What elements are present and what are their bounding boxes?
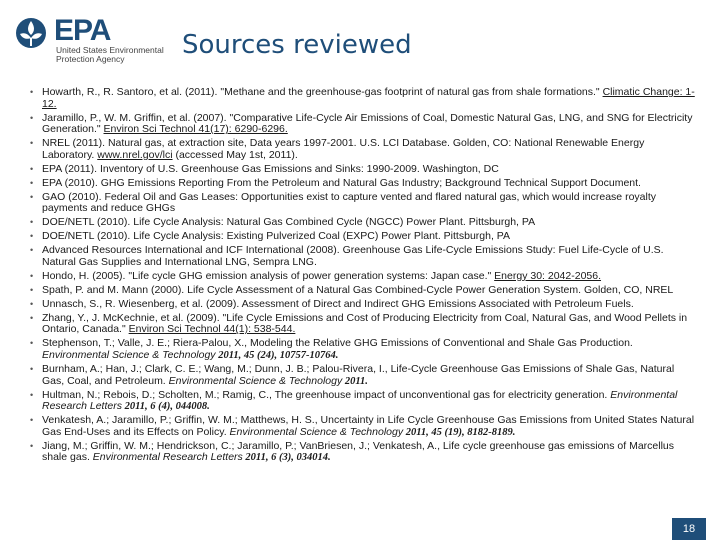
citation-volume: 2011. — [342, 375, 368, 387]
journal-name: Environmental Science & Technology — [229, 425, 404, 438]
reference-text: EPA (2010). GHG Emissions Reporting From the Petroleum and Natural Gas Industry; Background Technical Support Document. — [42, 176, 641, 189]
reference-item — [30, 338, 695, 361]
reference-item — [30, 271, 695, 283]
reference-link[interactable]: Climatic Change: 1-12. — [42, 86, 695, 110]
reference-text: DOE/NETL (2010). Life Cycle Analysis: Natural Gas Combined Cycle (NGCC) Power Plant. Pittsburgh, PA — [42, 216, 536, 229]
reference-link[interactable]: Environ Sci Technol 44(1): 538-544. — [128, 323, 296, 336]
reference-text: NREL (2011). Natural gas, at extraction site, Data years 1997-2001. U.S. LCI Database. Golden, CO: National Renewable Energy Laboratory. — [42, 137, 645, 161]
reference-item — [30, 285, 695, 297]
reference-text: Hondo, H. (2005). "Life cycle GHG emission analysis of power generation systems: Japan case." — [42, 269, 495, 282]
reference-link[interactable]: www.nrel.gov/lci — [97, 148, 173, 161]
reference-text: (accessed May 1st, 2011). — [172, 148, 298, 161]
reference-item — [30, 178, 695, 190]
reference-item — [30, 415, 695, 438]
reference-text: Jiang, M.; Griffin, W. M.; Hendrickson, C.; Jaramillo, P.; VanBriesen, J.; Venkatesh, A., Life cycle greenhouse gas emissions of Marcellus shale gas. — [42, 439, 675, 464]
reference-text: Burnham, A.; Han, J.; Clark, C. E.; Wang, M.; Dunn, J. B.; Palou-Rivera, I., Life-Cycle Greenhouse Gas Emissions of Shale Gas, Natural Gas, Coal, and Petroleum. — [42, 362, 675, 387]
reference-text: DOE/NETL (2010). Life Cycle Analysis: Existing Pulverized Coal (EXPC) Power Plant. Pittsburgh, PA — [42, 230, 511, 243]
logo-subtitle: United States Environmental Protection Agency — [56, 45, 164, 64]
epa-flower-icon — [14, 16, 48, 50]
reference-item — [30, 138, 695, 161]
reference-text: EPA (2011). Inventory of U.S. Greenhouse Gas Emissions and Sinks: 1990-2009. Washington, DC — [42, 162, 499, 175]
reference-text: Hultman, N.; Rebois, D.; Scholten, M.; Ramig, C., The greenhouse impact of unconventional gas for electricity generation. — [42, 388, 611, 401]
reference-link[interactable]: Energy 30: 2042-2056. — [494, 269, 602, 282]
page-number: 18 — [672, 518, 706, 540]
reference-text: GAO (2010). Federal Oil and Gas Leases: Opportunities exist to capture vented and flared natural gas, which would increase royalty payments and reduce GHGs — [42, 190, 656, 215]
reference-text: Unnasch, S., R. Wiesenberg, et al. (2009). Assessment of Direct and Indirect GHG Emissions Associated with Petroleum Fuels. — [42, 297, 634, 310]
citation-volume: 2011, 45 (24), 10757-10764. — [215, 349, 339, 361]
reference-item — [30, 245, 695, 268]
reference-item — [30, 299, 695, 311]
reference-text: Howarth, R., R. Santoro, et al. (2011). "Methane and the greenhouse-gas footprint of natural gas from shale formations." — [42, 86, 603, 98]
citation-volume: 2011, 6 (4), 044008. — [121, 401, 210, 413]
journal-name: Environmental Research Letters — [92, 451, 243, 464]
reference-text: Spath, P. and M. Mann (2000). Life Cycle Assessment of a Natural Gas Combined-Cycle Power Generation System. Golden, CO, NREL — [42, 283, 674, 296]
reference-item — [30, 87, 695, 110]
reference-item — [30, 231, 695, 243]
journal-name: Environmental Science & Technology — [42, 348, 216, 361]
reference-text: Zhang, Y., J. McKechnie, et al. (2009). "Life Cycle Emissions and Cost of Producing Electricity from Coal, Natural Gas, and Wood Pellets in Ontario, Canada." — [42, 311, 688, 336]
page-title: Sources reviewed — [182, 30, 412, 60]
reference-text: Advanced Resources International and ICF International (2008). Greenhouse Gas Life-Cycle Emissions Study: Fuel Life-Cycle of U.S. Natural Gas Supplies and International LNG, Sempra LNG. — [42, 244, 664, 268]
reference-item — [30, 390, 695, 413]
epa-logo — [14, 14, 164, 74]
reference-text: Jaramillo, P., W. M. Griffin, et al. (2007). "Comparative Life-Cycle Air Emissions of Coal, Domestic Natural Gas, LNG, and SNG for Electricity Generation." — [42, 111, 693, 136]
reference-item — [30, 164, 695, 176]
reference-item — [30, 113, 695, 136]
citation-volume: 2011, 45 (19), 8182-8189. — [403, 426, 516, 438]
citation-volume: 2011, 6 (3), 034014. — [242, 452, 331, 464]
reference-list — [30, 87, 695, 466]
reference-item — [30, 313, 695, 336]
reference-text: Venkatesh, A.; Jaramillo, P.; Griffin, W. M.; Matthews, H. S., Uncertainty in Life Cycle Greenhouse Gas Emissions from United States Natural Gas End-Uses and its Effects on Policy. — [42, 414, 695, 438]
journal-name: Environmental Science & Technology — [168, 374, 343, 387]
logo-wordmark: EPA — [54, 14, 111, 47]
reference-item — [30, 192, 695, 215]
reference-item — [30, 441, 695, 464]
reference-text: Stephenson, T.; Valle, J. E.; Riera-Palou, X., Modeling the Relative GHG Emissions of Conventional and Shale Gas Production. — [42, 337, 633, 350]
reference-item — [30, 217, 695, 229]
reference-item — [30, 364, 695, 387]
journal-name: Environmental Research Letters — [42, 388, 678, 413]
reference-link[interactable]: Environ Sci Technol 41(17): 6290-6296. — [103, 123, 288, 136]
